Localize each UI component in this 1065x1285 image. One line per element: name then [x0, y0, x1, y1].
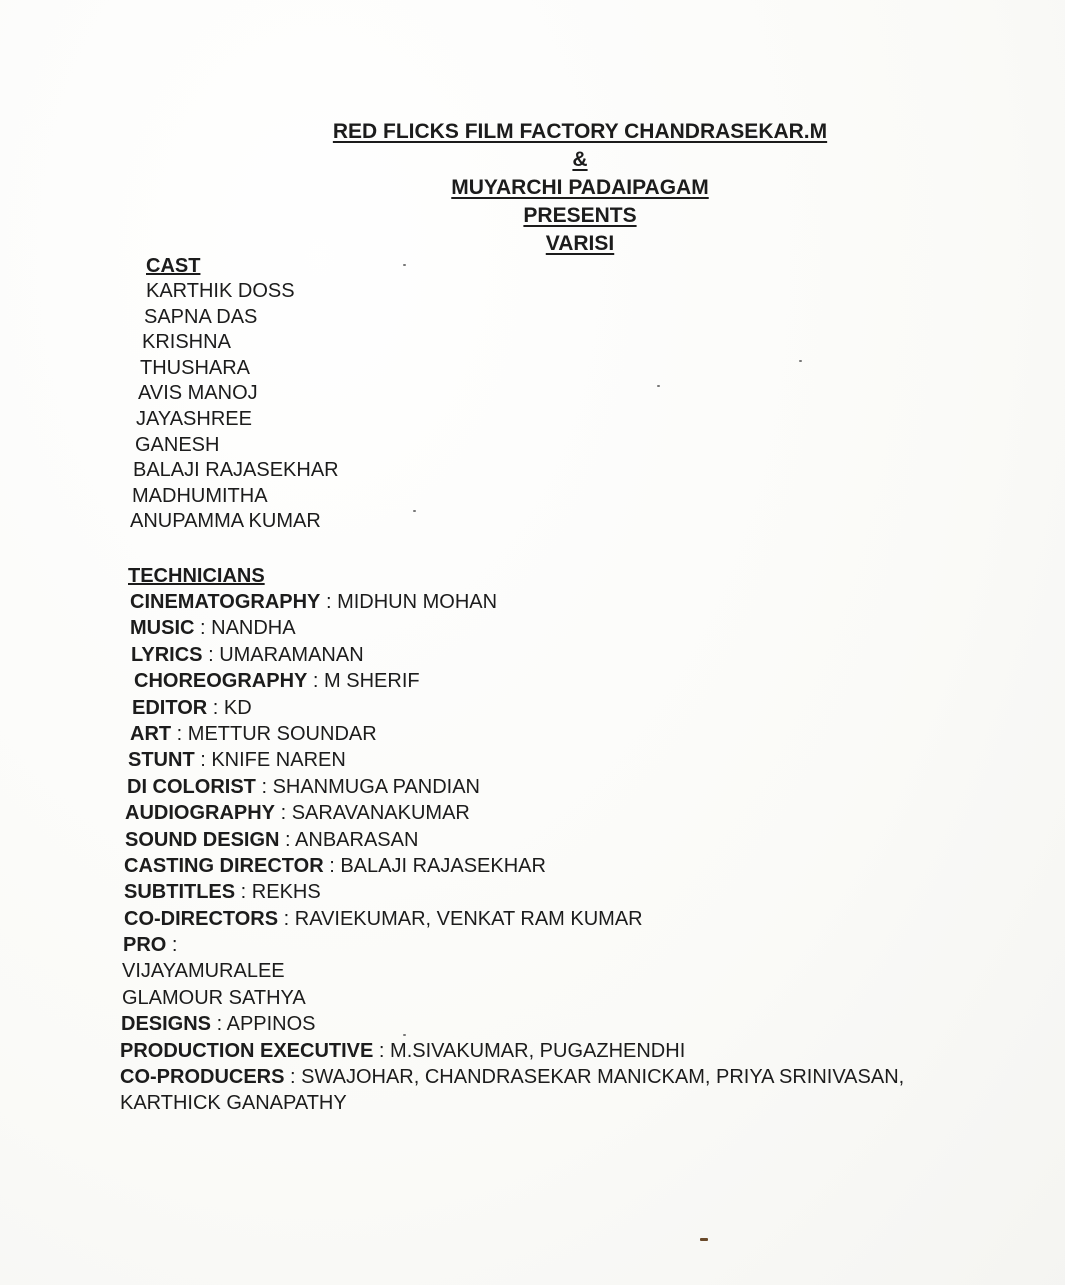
credit-role: EDITOR [132, 696, 208, 719]
credit-role: PRO [123, 934, 167, 957]
credit-pro-name-1 [122, 958, 1008, 984]
credit-separator: : [278, 907, 295, 930]
credit-name: UMARAMANAN [219, 643, 364, 666]
credit-separator: : [255, 775, 273, 798]
credit-separator: : [194, 617, 212, 640]
credit-role: DI COLORIST [127, 775, 256, 798]
credit-role: PRODUCTION EXECUTIVE [120, 1039, 374, 1062]
paper-speck [403, 264, 406, 266]
presents-label: PRESENTS [523, 204, 637, 227]
cast-name: ANUPAMMA KUMAR [130, 510, 321, 533]
credit-separator: : [373, 1039, 391, 1062]
paper-speck [657, 385, 660, 387]
credit-separator: : [279, 828, 296, 851]
credit-role: CASTING DIRECTOR [124, 854, 324, 877]
paper-speck [700, 1238, 708, 1241]
credit-role: CINEMATOGRAPHY [130, 591, 321, 613]
credit-music [130, 615, 1008, 641]
credit-separator: : [171, 722, 188, 745]
credit-di-colorist [127, 774, 1008, 800]
paper-speck [413, 510, 416, 512]
credit-name: METTUR SOUNDAR [187, 722, 377, 745]
credit-name: NANDHA [211, 617, 296, 640]
paper-speck [799, 360, 802, 362]
credit-separator: : [275, 802, 292, 825]
paper-speck [403, 1034, 406, 1036]
credit-role: LYRICS [131, 643, 203, 666]
credit-name: GLAMOUR SATHYA [122, 986, 306, 1009]
credit-role: SOUND DESIGN [125, 828, 280, 851]
credit-name: SHANMUGA PANDIAN [272, 775, 481, 798]
cast-name: JAYASHREE [136, 407, 252, 430]
credit-separator: : [307, 670, 325, 693]
credit-role: CHOREOGRAPHY [134, 670, 308, 693]
credit-name: RAVIEKUMAR, VENKAT RAM KUMAR [294, 907, 643, 930]
credit-separator: : [235, 881, 252, 904]
credit-pro [123, 932, 1008, 958]
credit-role: CO-PRODUCERS [120, 1066, 285, 1089]
credit-separator: : [166, 934, 178, 957]
cast-name: MADHUMITHA [132, 484, 268, 507]
credit-art [130, 721, 1008, 747]
credit-separator: : [202, 643, 220, 666]
cast-section [132, 254, 339, 535]
ampersand: & [572, 148, 588, 171]
technicians-section [120, 563, 1008, 1116]
credit-name: KD [223, 696, 252, 719]
credit-role: CO-DIRECTORS [124, 907, 279, 930]
credit-role: MUSIC [130, 617, 195, 640]
header-block [300, 118, 860, 258]
credit-co-directors [124, 906, 1008, 932]
credit-designs [121, 1011, 1008, 1037]
credit-production-executive [120, 1038, 1008, 1064]
cast-name: SAPNA DAS [144, 305, 258, 328]
credit-sound-design [125, 827, 1008, 853]
credit-lyrics [131, 642, 1008, 668]
cast-heading: CAST [146, 255, 201, 277]
credit-role: STUNT [128, 749, 195, 772]
credit-name: ANBARASAN [295, 828, 419, 851]
credit-name: M.SIVAKUMAR, PUGAZHENDHI [390, 1039, 686, 1062]
credit-role: ART [130, 722, 172, 745]
credit-name: SWAJOHAR, CHANDRASEKAR MANICKAM, PRIYA SRINIVASAN, KARTHICK GANAPATHY [120, 1066, 905, 1115]
credit-name: APPINOS [226, 1013, 316, 1036]
credit-audiography [125, 800, 1008, 826]
credit-name: VIJAYAMURALEE [122, 960, 285, 983]
credit-cinematography [130, 589, 1008, 615]
credit-stunt [128, 747, 1008, 773]
credit-role: AUDIOGRAPHY [125, 802, 276, 825]
credit-subtitles [124, 879, 1008, 905]
credit-separator: : [284, 1066, 302, 1089]
credit-name: SARAVANAKUMAR [291, 802, 470, 825]
film-title: VARISI [545, 232, 615, 255]
credit-name: M SHERIF [324, 670, 420, 693]
producer-line-1: RED FLICKS FILM FACTORY CHANDRASEKAR.M [332, 120, 828, 143]
credit-name: MIDHUN MOHAN [337, 591, 498, 613]
credit-separator: : [323, 854, 341, 877]
technicians-heading: TECHNICIANS [128, 565, 265, 587]
credit-name: BALAJI RAJASEKHAR [340, 854, 546, 877]
credit-separator: : [211, 1013, 227, 1036]
cast-name: GANESH [135, 433, 220, 456]
credit-casting-director [124, 853, 1008, 879]
credit-separator: : [207, 696, 224, 719]
credit-pro-name-2 [122, 985, 1008, 1011]
producer-line-2: MUYARCHI PADAIPAGAM [451, 176, 709, 199]
cast-name: BALAJI RAJASEKHAR [133, 459, 339, 482]
cast-name: KRISHNA [142, 331, 231, 354]
credit-role: SUBTITLES [124, 881, 236, 904]
credit-separator: : [320, 591, 338, 613]
credit-name: KNIFE NAREN [211, 749, 346, 772]
credit-role: DESIGNS [121, 1013, 212, 1036]
credit-editor [132, 695, 1008, 721]
cast-name: AVIS MANOJ [138, 382, 258, 405]
cast-name: THUSHARA [140, 356, 251, 379]
credit-choreography [134, 668, 1008, 694]
cast-name: KARTHIK DOSS [146, 280, 295, 302]
credit-separator: : [194, 749, 212, 772]
credit-co-producers [120, 1064, 920, 1116]
credit-name: REKHS [251, 881, 321, 904]
